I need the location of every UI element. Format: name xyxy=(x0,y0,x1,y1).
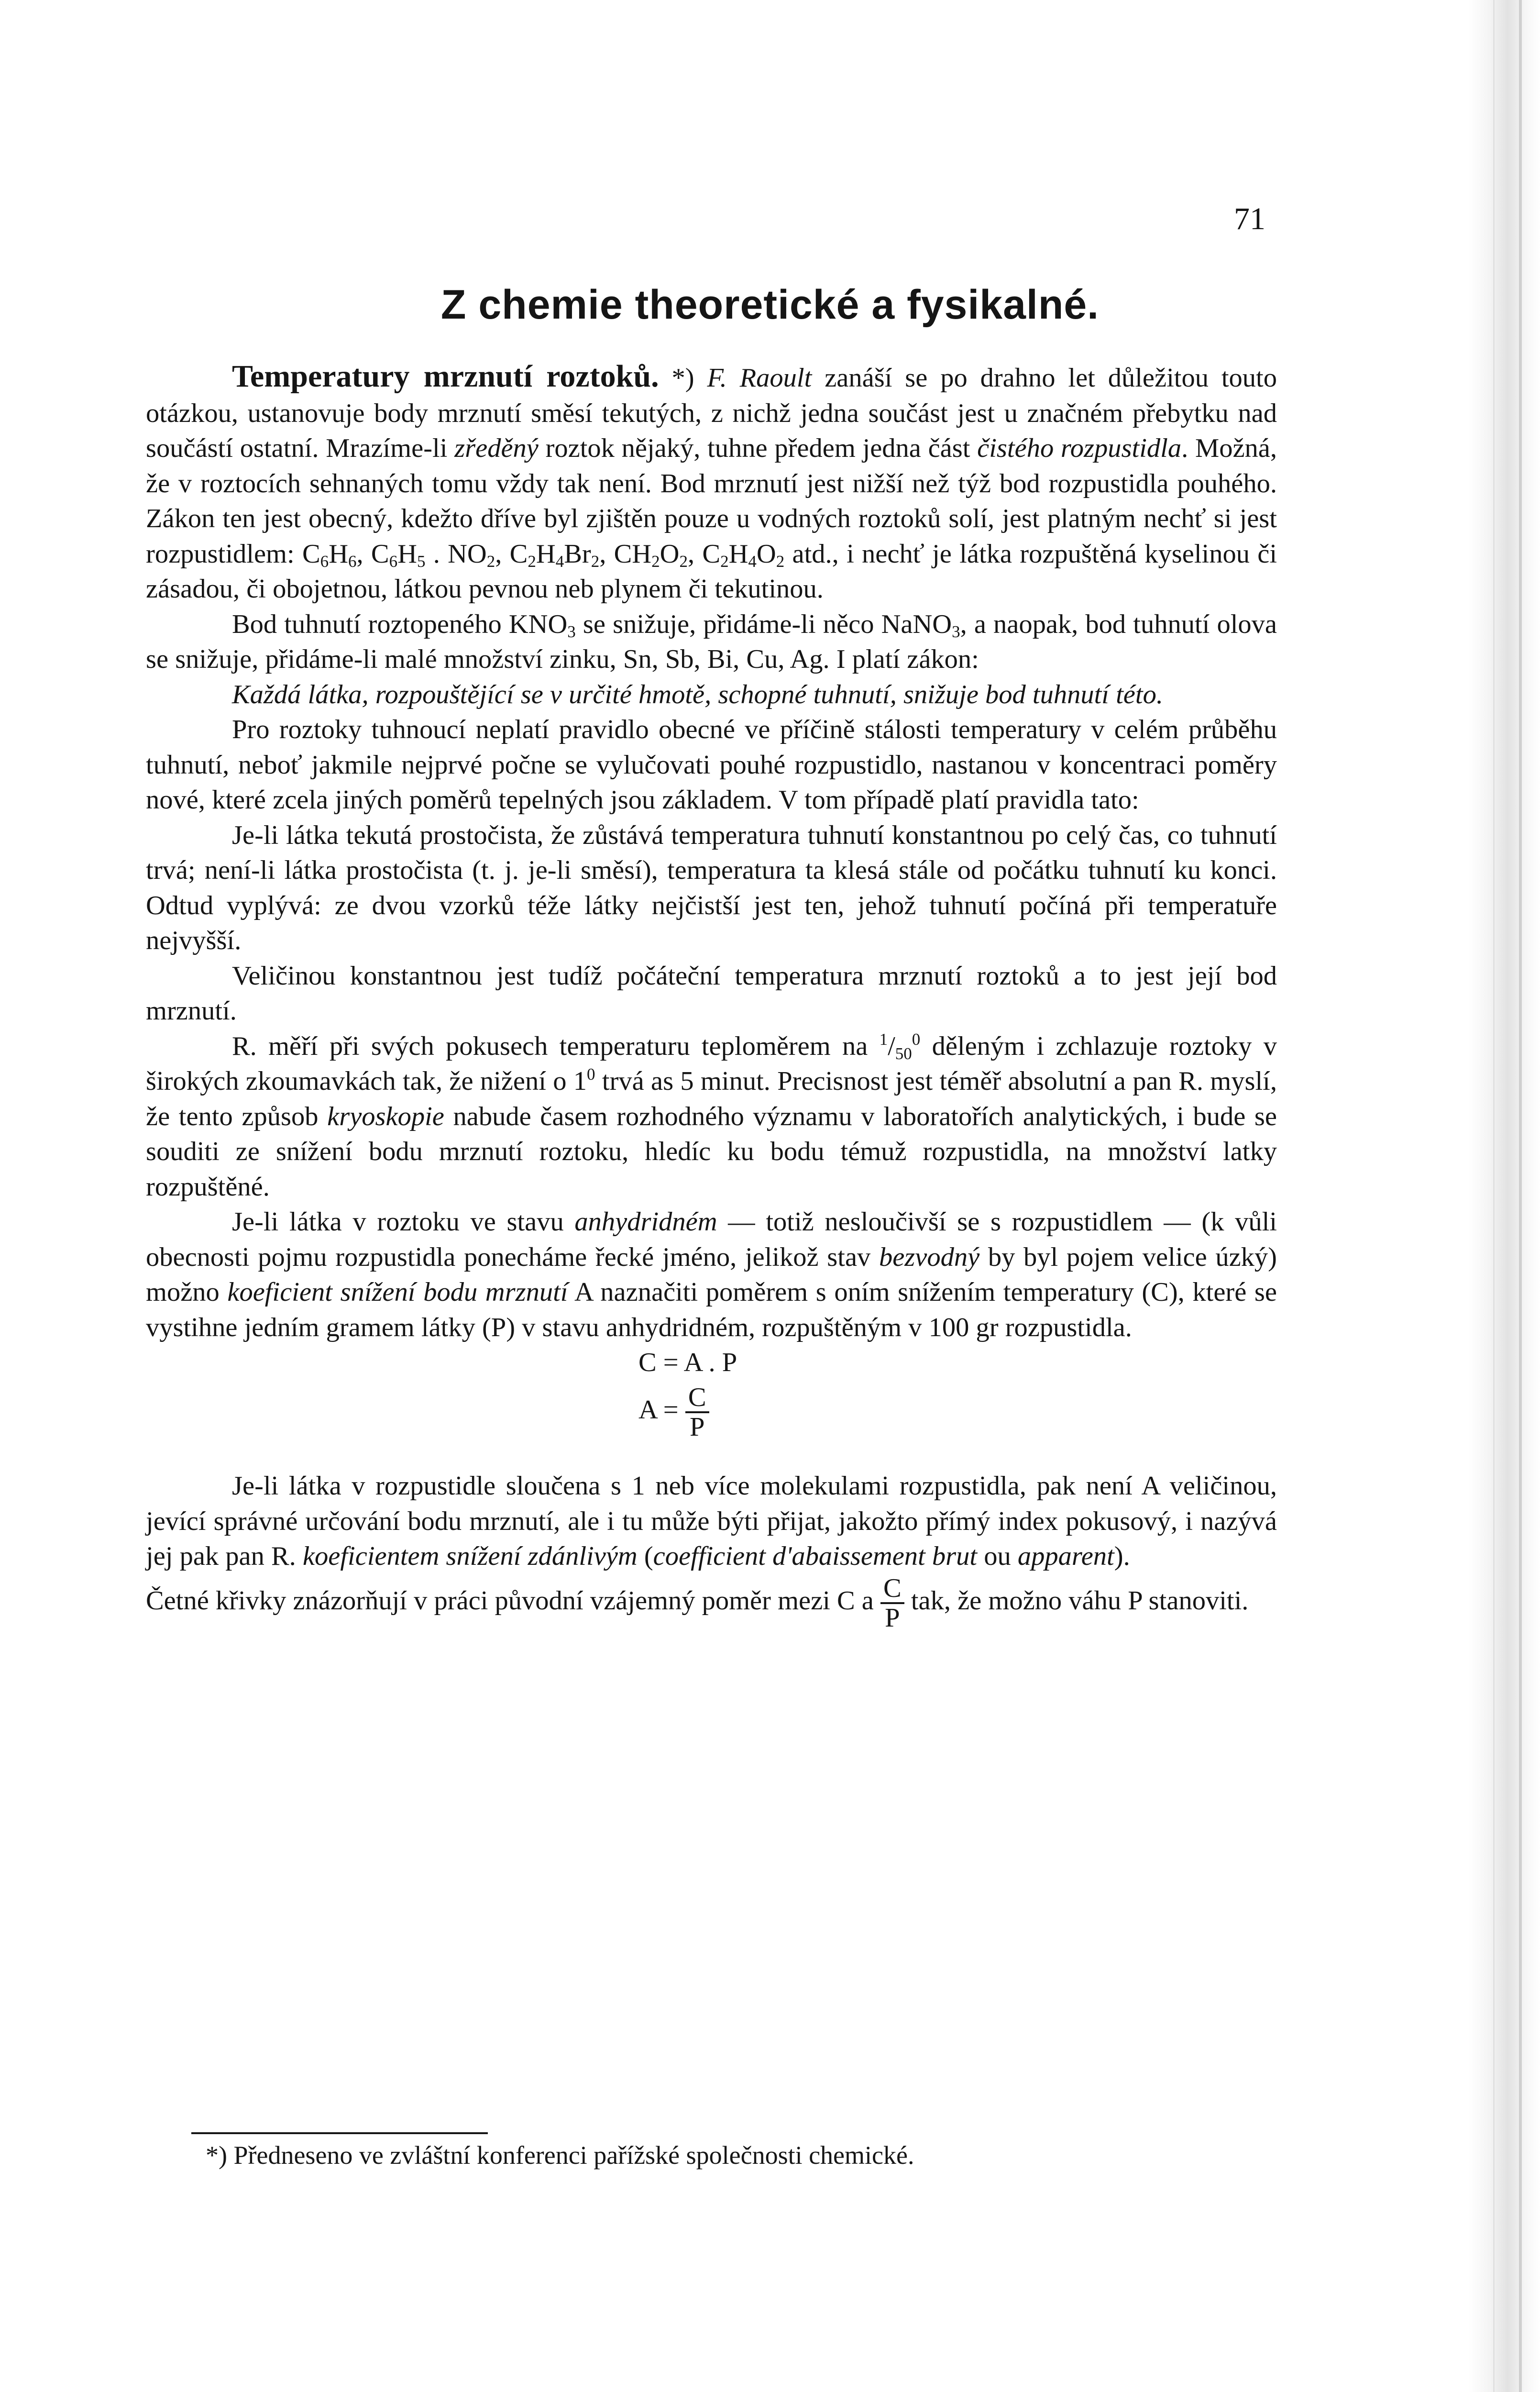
page-number: 71 xyxy=(1234,201,1265,236)
formula-a-lhs: A = xyxy=(638,1395,685,1425)
paragraph: Je-li látka v rozpustidle sloučena s 1 neb více molekulami rozpustidla, pak není A veličinou, jevící správné určování bodu mrznutí, ale i tu může býti přijat, jakožto přímý index pokusový, i nazývá jej pak pan R. koeficientem snížení zdánlivým (coefficient d'abaissement brut ou apparent). xyxy=(146,1471,1277,1571)
paragraph: Je-li látka tekutá prostočista, že zůstává temperatura tuhnutí konstantnou po celý čas, co tuhnutí trvá; není-li látka prostočista (t. j. je-li směsí), temperatura ta klesá stále od počátku tuhnutí ku konci. Odtud vyplývá: ze dvou vzorků téže látky nejčistší jest ten, jehož tuhnutí počíná při temperatuře nejvyšší. xyxy=(146,820,1277,955)
page-edge-line xyxy=(1493,0,1495,2392)
paragraph: Četné křivky znázorňují v práci původní vzájemný poměr mezi C a $\frac{C}{P}$ tak, že možno váhu P stanoviti. xyxy=(146,1573,1249,1633)
paragraph: R. měří při svých pokusech temperaturu teploměrem na $^1/_{50}^0$ děleným i zchlazuje roztoky v širokých zkoumavkách tak, že nižení o $1^0$ trvá as 5 minut. Precisnost jest téměř absolutní a pan R. myslí, že tento způsob kryoskopie nabude časem rozhodného významu v laboratořích analytických, i bude se souditi ze snížení bodu mrznutí roztoku, hledíc ku bodu témuž rozpustidla, na množství latky rozpuštěné. xyxy=(146,1030,1277,1202)
paragraph: Je-li látka v roztoku ve stavu anhydridném — totiž nesloučivší se s rozpustidlem — (k vůli obecnosti pojmu rozpustidla ponecháme řecké jméno, jelikož stav bezvodný by byl pojem velice úzký) možno koeficient snížení bodu mrznutí A naznačiti poměrem s oním snížením temperatury (C), které se vystihne jedním gramem látky (P) v stavu anhydridném, rozpuštěným v 100 gr rozpustidla. xyxy=(146,1207,1277,1342)
footnote-reference: *) xyxy=(659,363,707,393)
formula-block xyxy=(146,1345,1277,1469)
formula-c-equals-a-times-p: C = A . P xyxy=(638,1348,737,1377)
paragraph: Veličinou konstantnou jest tudíž počáteční temperatura mrznutí roztoků a to jest její bod mrznutí. xyxy=(146,961,1277,1026)
article-rubric: Temperatury mrznutí roztoků. xyxy=(232,359,659,394)
footnote: *) Předneseno ve zvláštní konferenci pařížské společnosti chemické. xyxy=(206,2141,914,2170)
fraction xyxy=(685,1384,709,1441)
page-edge-line xyxy=(1519,0,1522,2392)
fraction-numerator: C xyxy=(883,1573,902,1603)
paragraph: Každá látka, rozpouštějící se v určité hmotě, schopné tuhnutí, snižuje bod tuhnutí této. xyxy=(232,679,1163,709)
fraction-numerator: C xyxy=(688,1383,706,1412)
paragraph: Temperatury mrznutí roztoků. *) F. Raoult zanáší se po drahno let důležitou touto otázkou, ustanovuje body mrznutí směsí tekutých, z nichž jedna součást jest u značném přebytku nad součástí ostatní. Mrazíme-li zředěný roztok nějaký, tuhne předem jedna část čistého rozpustidla. Možná, že v roztocích sehnaných tomu vždy tak není. Bod mrznutí jest nižší než týž bod rozpustidla pouhého. Zákon ten jest obecný, kdežto dříve byl zjištěn pouze u vodných roztoků solí, jest platným nechť si jest rozpustidlem: $C_6H_6$, $C_6H_5$ . $NO_2$, $C_2H_4Br_2$, $CH_2O_2$, $C_2H_4O_2$ atd., i nechť je látka rozpuštěná kyselinou či zásadou, či obojetnou, látkou pevnou neb plynem či tekutinou. xyxy=(146,359,1277,604)
footnote-rule xyxy=(191,2132,488,2134)
article-body xyxy=(146,359,1277,1632)
paragraph: Pro roztoky tuhnoucí neplatí pravidlo obecné ve příčině stálosti temperatury v celém průběhu tuhnutí, neboť jakmile nejprvé počne se vylučovati pouhé rozpustidlo, nastanou v koncentraci poměry nové, které zcela jiných poměrů tepelných jsou základem. V tom případě platí pravidla tato: xyxy=(146,715,1277,815)
section-title: Z chemie theoretické a fysikalné. xyxy=(440,282,1100,328)
page-edge-shadow xyxy=(1468,0,1540,2392)
paragraph: Bod tuhnutí roztopeného $KNO_3$ se snižuje, přidáme-li něco NaNO$_3$, a naopak, bod tuhnutí olova se snižuje, přidáme-li malé množství zinku, Sn, Sb, Bi, Cu, Ag. I platí zákon: xyxy=(146,609,1277,674)
fraction xyxy=(880,1574,904,1632)
formula-a-equals-c-over-p xyxy=(638,1384,709,1441)
fraction-denominator: P xyxy=(685,1411,709,1441)
fraction-denominator: P xyxy=(880,1602,904,1632)
